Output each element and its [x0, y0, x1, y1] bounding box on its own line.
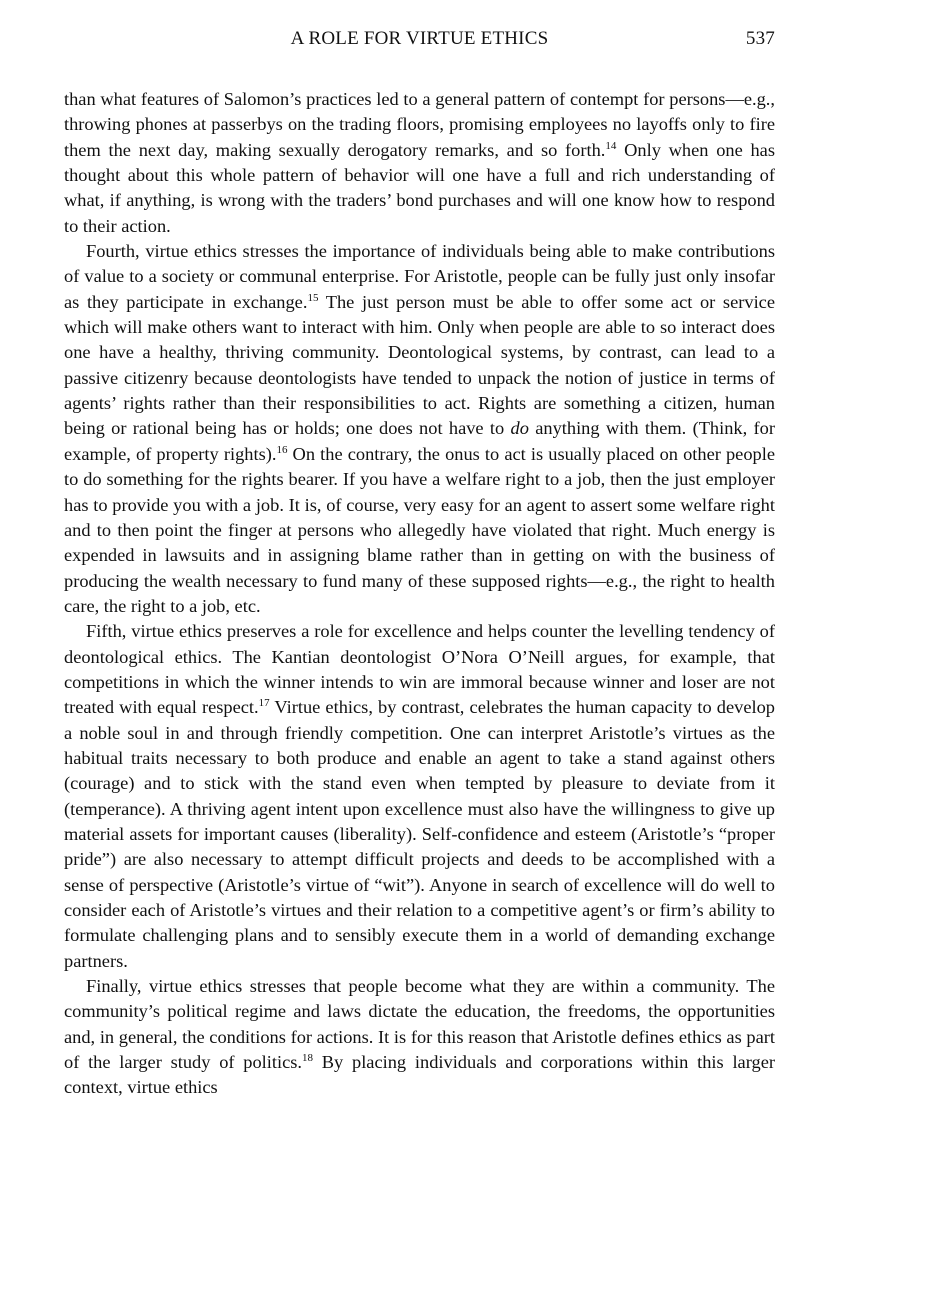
- emphasis-text: do: [510, 418, 529, 439]
- footnote-ref-16: 16: [276, 443, 288, 456]
- running-head: [64, 26, 775, 52]
- paragraph-continuation: [64, 87, 775, 239]
- footnote-ref-15: 15: [307, 291, 319, 304]
- paragraph-text: The just person must be able to offer some act or service which will make others want to interact with him. Only when people are able to so interact does one have a healthy, thriving community. Deontological systems, by contrast, can lead to a passive citizenry because deontologists have tended to unpack the notion of justice in terms of agents’ rights rather than their responsibilities to act. Rights are something a citizen, human being or rational being has or holds; one does not have to: [64, 291, 776, 439]
- page-number: 537: [745, 28, 775, 49]
- paragraph-text: anything with them. (Think, for example, of property rights).: [64, 418, 775, 464]
- running-title: A ROLE FOR VIRTUE ETHICS: [290, 28, 549, 49]
- paragraph-text: Fourth, virtue ethics stresses the importance of individuals being able to make contributions of value to a society or communal enterprise. For Aristotle, people can be fully just only insofar as they participate in exchange.: [64, 241, 775, 312]
- paragraph-finally: [64, 974, 775, 1101]
- paragraph-fourth: [64, 239, 775, 619]
- paragraph-text: On the contrary, the onus to act is usually placed on other people to do something for the rights bearer. If you have a welfare right to a job, then the just employer has to provide you with a job. It is, of course, very easy for an agent to assert some welfare right and to then point the finger at persons who allegedly have violated that right. Much energy is expended in lawsuits and in assigning blame rather than in getting on with the business of producing the wealth necessary to fund many of these supposed rights—e.g., the right to health care, the right to a job, etc.: [64, 443, 775, 616]
- paragraph-fifth: [64, 619, 775, 974]
- paragraph-text: than what features of Salomon’s practices led to a general pattern of contempt for persons—e.g., throwing phones at passerbys on the trading floors, promising employees no layoffs only to fire them the next day, making sexually derogatory remarks, and so forth.: [64, 89, 775, 160]
- paragraph-text: Finally, virtue ethics stresses that people become what they are within a community. The community’s political regime and laws dictate the education, the freedoms, the opportunities and, in general, the conditions for actions. It is for this reason that Aristotle defines ethics as part of the larger study of politics.: [64, 976, 775, 1073]
- footnote-ref-17: 17: [258, 697, 270, 710]
- paragraph-text: Only when one has thought about this whole pattern of behavior will one have a full and rich understanding of what, if anything, is wrong with the traders’ bond purchases and will one know how to respond to their action.: [64, 139, 776, 236]
- paragraph-text: By placing individuals and corporations within this larger context, virtue ethics: [64, 1052, 775, 1098]
- body-text: [64, 87, 775, 1101]
- paragraph-text: Fifth, virtue ethics preserves a role for excellence and helps counter the levelling tendency of deontological ethics. The Kantian deontologist O’Nora O’Neill argues, for example, that competitions in which the winner intends to win are immoral because winner and loser are not treated with equal respect.: [64, 621, 775, 718]
- paragraph-text: Virtue ethics, by contrast, celebrates the human capacity to develop a noble soul in and through friendly competition. One can interpret Aristotle’s virtues as the habitual traits necessary to both produce and enable an agent to take a stand against others (courage) and to stick with the stand even when tempted by pleasure to deviate from it (temperance). A thriving agent intent upon excellence must also have the willingness to give up material assets for important causes (liberality). Self-confidence and esteem (Aristotle’s “proper pride”) are also necessary to attempt difficult projects and deeds to be accomplished with a sense of perspective (Aristotle’s virtue of “wit”). Anyone in search of excellence will do well to consider each of Aristotle’s virtues and their relation to a competitive agent’s or firm’s ability to formulate challenging plans and to sensibly execute them in a world of demanding exchange partners.: [64, 697, 776, 971]
- footnote-ref-14: 14: [605, 139, 617, 152]
- footnote-ref-18: 18: [302, 1052, 314, 1065]
